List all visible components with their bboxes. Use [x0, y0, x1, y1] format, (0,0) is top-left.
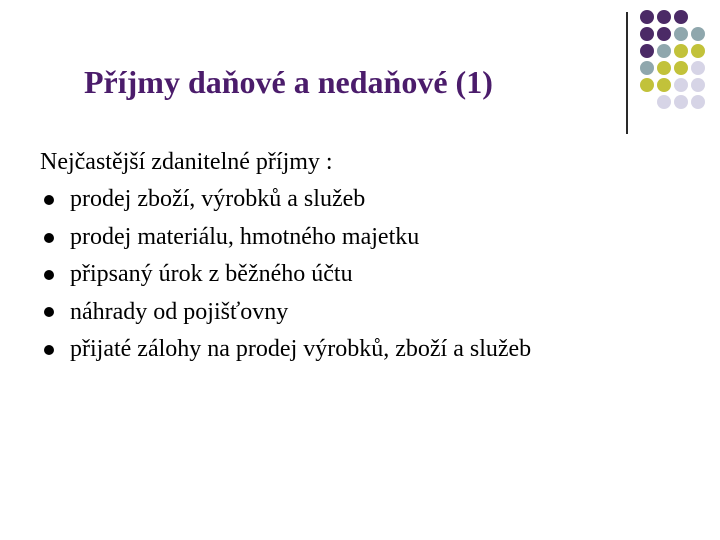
decorative-dot	[674, 95, 688, 109]
list-item-text: prodej zboží, výrobků a služeb	[70, 186, 366, 213]
divider-line	[626, 12, 628, 134]
decorative-dot	[657, 95, 671, 109]
bullet-icon	[44, 195, 54, 205]
decorative-dot	[674, 44, 688, 58]
list-item	[40, 294, 700, 331]
decorative-dot	[674, 61, 688, 75]
slide-body	[40, 144, 700, 369]
decorative-dot	[674, 78, 688, 92]
list-heading: Nejčastější zdanitelné příjmy :	[40, 149, 333, 175]
decorative-dot	[640, 44, 654, 58]
decorative-dot	[657, 78, 671, 92]
decorative-dot	[691, 61, 705, 75]
list-item	[40, 181, 700, 218]
decorative-dot	[691, 44, 705, 58]
decorative-dot	[674, 27, 688, 41]
list-item-text: prodej materiálu, hmotného majetku	[70, 223, 420, 250]
list-item	[40, 256, 700, 293]
list-item	[40, 219, 700, 256]
decorative-dot	[691, 27, 705, 41]
decorative-dot	[657, 10, 671, 24]
list-item-text: přijaté zálohy na prodej výrobků, zboží a služeb	[70, 336, 532, 363]
list-item-text: náhrady od pojišťovny	[70, 298, 289, 325]
decorative-dot	[657, 44, 671, 58]
bullet-icon	[44, 270, 54, 280]
decorative-dot	[640, 61, 654, 75]
list-item-text: připsaný úrok z běžného účtu	[70, 261, 353, 288]
decorative-dot	[691, 95, 705, 109]
bullet-icon	[44, 345, 54, 355]
decorative-dot	[691, 78, 705, 92]
bullet-icon	[44, 307, 54, 317]
decorative-dot	[657, 61, 671, 75]
decorative-dot	[657, 27, 671, 41]
decorative-dot	[640, 10, 654, 24]
bullet-list	[40, 181, 700, 368]
decorative-dot	[674, 10, 688, 24]
bullet-icon	[44, 233, 54, 243]
decorative-dot	[640, 78, 654, 92]
decorative-dot	[640, 27, 654, 41]
list-item	[40, 331, 700, 368]
slide-title: Příjmy daňové a nedaňové (1)	[84, 64, 493, 100]
